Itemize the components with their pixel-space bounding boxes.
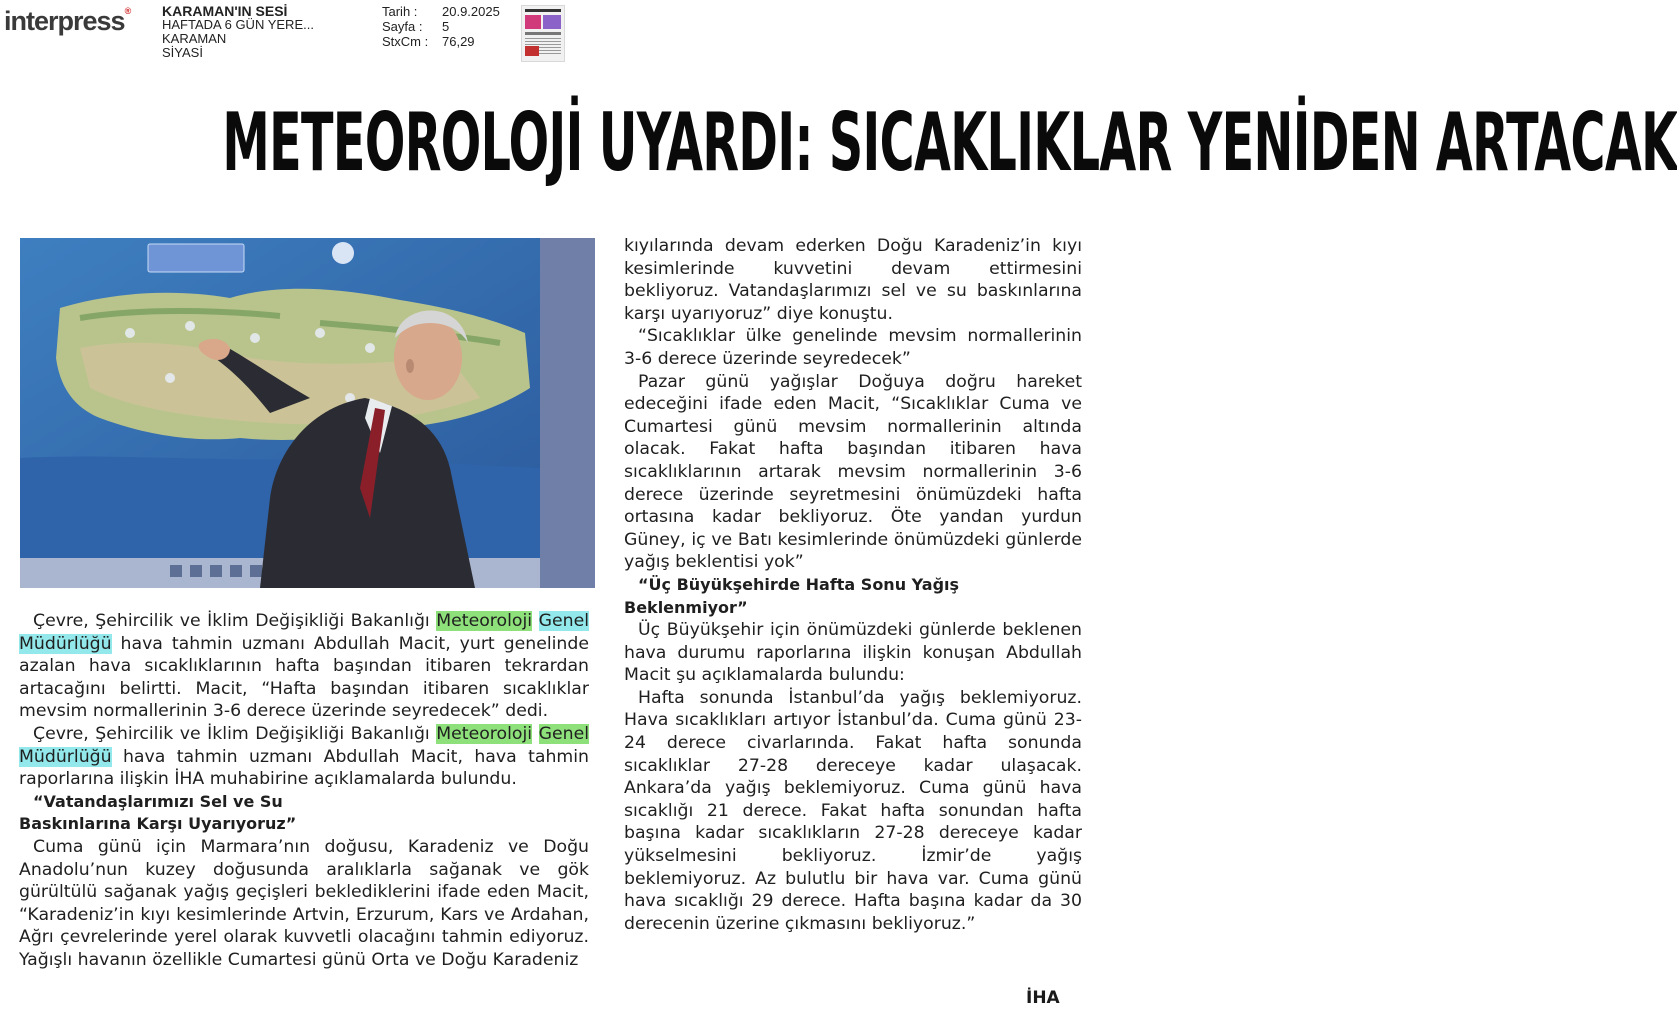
highlight-meteoroloji: Meteoroloji <box>436 723 533 744</box>
publication-city: KARAMAN <box>162 31 227 46</box>
paragraph: Hafta sonunda İstanbul’da yağış beklemiyoruz. Hava sıcaklıkları artıyor İstanbul’da. Cuma günü 23-24 derece civarlarında. Fakat hafta sonunda sıcaklıklar 27-28 dereceye kadar ulaşacak. Ankara’da yağış beklemiyoruz. Cuma günü hava sıcaklığı 21 derece. Fakat hafta sonundan hafta başına kadar sıcaklıkların 27-28 dereceye kadar yükselmesini bekliyoruz. İzmir’de yağış beklemiyoruz. Az bulutlu bir hava var. Cuma günü hava sıcaklığı 29 derece. Hafta başına kadar da 30 derecenin üzerine çıkmasını bekliyoruz.” <box>624 687 1082 934</box>
highlight-mudurlugu: Müdürlüğü <box>19 746 112 767</box>
page-label: Sayfa : <box>382 19 423 34</box>
highlight-meteoroloji: Meteoroloji <box>436 611 533 631</box>
publication-frequency: HAFTADA 6 GÜN YERE... <box>162 17 314 32</box>
stxcm-label: StxCm : <box>382 34 429 49</box>
agency-credit: İHA <box>1026 988 1060 1008</box>
paragraph: kıyılarında devam ederken Doğu Karadeniz’in kıyı kesimlerinde kuvvetini devam ettirmesini bekliyoruz. Vatandaşlarımızı sel ve su baskınlarına karşı uyarıyoruz” diye konuştu. <box>624 236 1082 324</box>
date-label: Tarih : <box>382 4 418 19</box>
article-photo <box>20 238 595 588</box>
stxcm-value: 76,29 <box>442 34 475 49</box>
paragraph: Çevre, Şehircilik ve İklim Değişikliği Bakanlığı Meteoroloji Genel Müdürlüğü hava tahmin uzmanı Abdullah Macit, yurt genelinde azalan hava sıcaklıklarının hafta başından itibaren tekrardan artacağını belirtti. Macit, “Hafta başından itibaren sıcaklıklar mevsim normallerinin 3-6 derece üzerinde seyredecek” dedi. <box>19 611 590 722</box>
paragraph: Çevre, Şehircilik ve İklim Değişikliği Bakanlığı Meteoroloji Genel Müdürlüğü hava tahmin uzmanı Abdullah Macit, hava tahmin raporlarına ilişkin İHA muhabirine açıklamalarda bulundu. <box>19 723 590 790</box>
publication-info <box>162 4 314 60</box>
page-value: 5 <box>442 19 450 34</box>
clip-meta <box>382 4 500 49</box>
highlight-genel: Genel <box>538 611 590 631</box>
publication-name: KARAMAN'IN SESİ <box>162 3 288 19</box>
highlight-mudurlugu: Müdürlüğü <box>19 633 112 654</box>
highlight-genel: Genel <box>538 723 590 744</box>
paragraph: Üç Büyükşehir için önümüzdeki günlerde beklenen hava durumu raporlarına ilişkin konuşan Abdullah Macit şu açıklamalarda bulundu: <box>624 620 1082 686</box>
publication-category: SİYASİ <box>162 45 203 60</box>
interpress-logo: interpress® <box>4 6 131 36</box>
subheading-1: “Vatandaşlarımızı Sel ve Su Baskınlarına Karşı Uyarıyoruz” <box>19 791 297 834</box>
date-value: 20.9.2025 <box>442 4 500 19</box>
article-column-left <box>19 610 589 972</box>
paragraph: “Sıcaklıklar ülke genelinde mevsim normallerinin 3-6 derece üzerinde seyredecek” <box>624 326 1082 369</box>
article-column-right <box>624 235 1082 935</box>
article-headline: METEOROLOJİ UYARDI: SICAKLIKLAR YENİDEN ARTACAK <box>222 96 1677 189</box>
paragraph: Cuma günü için Marmara’nın doğusu, Karadeniz ve Doğu Anadolu’nun kuzey doğusunda aralıklarla sağanak ve gök gürültülü sağanak yağış geçişleri beklediklerini ifade eden Macit, “Karadeniz’in kıyı kesimlerinde Artvin, Erzurum, Kars ve Ardahan, Ağrı çevrelerinde yerel olarak kuvvetli olacağını tahmin ediyoruz. Yağışlı havanın özellikle Cumartesi günü Orta ve Doğu Karadeniz <box>19 836 589 970</box>
page-thumbnail[interactable] <box>521 5 565 62</box>
paragraph: Pazar günü yağışlar Doğuya doğru hareket edeceğini ifade eden Macit, “Sıcaklıklar Cuma ve Cumartesi günü mevsim normallerinin altında olacak. Fakat hafta başından itibaren hava sıcaklıklarının artarak mevsim normallerinin 3-6 derece üzerinde seyretmesini önümüzdeki hafta ortasına kadar bekliyoruz. Öte yandan yurdun Güney, iç ve Batı kesimlerinde önümüzdeki günlerde yağış beklentisi yok” <box>624 371 1082 573</box>
subheading-2: “Üç Büyükşehirde Hafta Sonu Yağış Beklenmiyor” <box>624 574 960 617</box>
